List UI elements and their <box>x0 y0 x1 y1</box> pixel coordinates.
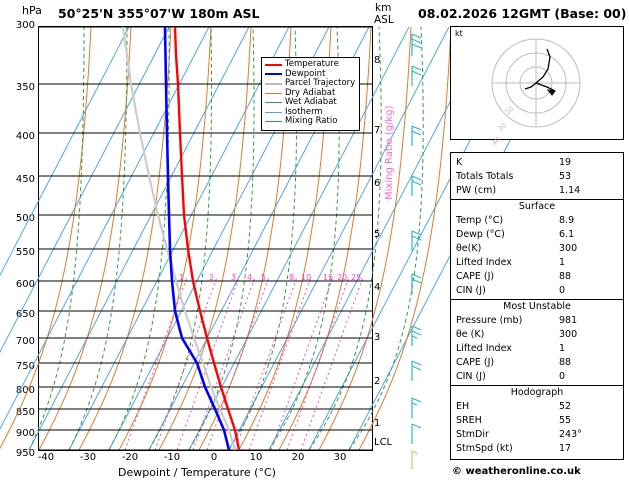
index-key-totals-totals: Totals Totals <box>456 171 514 182</box>
kmtick-6: 6 <box>374 178 381 189</box>
legend-label-dry-adiabat: Dry Adiabat <box>285 87 336 98</box>
svg-text:8: 8 <box>289 273 295 282</box>
ytick-750: 750 <box>15 361 35 372</box>
legend-label-isotherm: Isotherm <box>285 106 323 117</box>
legend-row-mixing-ratio <box>265 117 355 127</box>
svg-text:1: 1 <box>179 273 185 282</box>
x-axis-title: Dewpoint / Temperature (°C) <box>118 466 276 479</box>
svg-text:4: 4 <box>247 273 253 282</box>
ytick-700: 700 <box>15 336 35 347</box>
ytick-550: 550 <box>15 247 35 258</box>
index-key-lifted-index-surface: Lifted Index <box>456 257 512 268</box>
index-key-cape-surface: CAPE (J) <box>456 271 495 282</box>
hodograph-svg <box>451 27 621 148</box>
legend-swatch-isotherm <box>265 112 282 113</box>
svg-text:2: 2 <box>209 273 215 282</box>
index-key-lifted-index-unstable: Lifted Index <box>456 343 512 354</box>
svg-text:30: 30 <box>496 121 509 134</box>
section-title-hodograph: Hodograph <box>510 387 564 398</box>
kmtick-3: 3 <box>374 332 381 343</box>
copyright-credit: © weatheronline.co.uk <box>452 466 581 477</box>
legend-swatch-wet-adiabat <box>265 102 282 103</box>
index-key-theta-e-surface: θe(K) <box>456 243 482 254</box>
legend-swatch-dry-adiabat <box>265 93 282 94</box>
temperature-axis-labels <box>38 452 373 466</box>
wind-barb-column <box>398 26 444 466</box>
index-value-theta-e-unstable: 300 <box>559 329 578 340</box>
index-value-stmspd: 17 <box>559 443 572 454</box>
index-value-stmdir: 243° <box>559 429 582 440</box>
index-value-totals-totals: 53 <box>559 171 572 182</box>
xtick--10: -10 <box>163 452 181 463</box>
index-value-cape-unstable: 88 <box>559 357 572 368</box>
index-value-cape-surface: 88 <box>559 271 572 282</box>
kmtick-1: 1 <box>374 418 381 429</box>
index-key-cin-unstable: CIN (J) <box>456 371 486 382</box>
svg-text:20: 20 <box>503 104 516 117</box>
section-title-most-unstable: Most Unstable <box>503 301 571 312</box>
ytick-500: 500 <box>15 213 35 224</box>
svg-text:3: 3 <box>231 273 237 282</box>
index-value-temp: 8.9 <box>559 215 575 226</box>
km-unit-label: km <box>375 2 392 14</box>
datetime-label: 08.02.2026 12GMT (Base: 00) <box>418 6 627 21</box>
xtick--30: -30 <box>79 452 97 463</box>
index-key-stmdir: StmDir <box>456 429 489 440</box>
section-title-surface: Surface <box>518 201 556 212</box>
xtick-0: 0 <box>210 452 218 463</box>
legend-label-wet-adiabat: Wet Adiabat <box>285 97 337 107</box>
index-value-pressure: 981 <box>559 315 578 326</box>
index-key-dewp: Dewp (°C) <box>456 229 505 240</box>
mixing-ratio-axis-title: Mixing Ratio (g/kg) <box>384 105 395 200</box>
ytick-800: 800 <box>15 385 35 396</box>
svg-text:15: 15 <box>323 273 334 282</box>
index-value-eh: 52 <box>559 401 572 412</box>
legend-swatch-temperature <box>265 64 282 66</box>
ytick-900: 900 <box>15 428 35 439</box>
ytick-650: 650 <box>15 309 35 320</box>
ytick-950: 950 <box>15 448 35 459</box>
xtick-20: 20 <box>291 452 305 463</box>
kmtick-2: 2 <box>374 376 381 387</box>
index-key-stmspd: StmSpd (kt) <box>456 443 513 454</box>
xtick-30: 30 <box>333 452 347 463</box>
divider-surface <box>451 199 623 200</box>
hodograph-panel <box>450 26 624 148</box>
asl-label: ASL <box>374 14 394 26</box>
index-value-lifted-index-unstable: 1 <box>559 343 566 354</box>
altitude-axis-labels <box>374 26 400 451</box>
index-key-k: K <box>456 157 463 168</box>
legend-label-dewpoint: Dewpoint <box>285 68 326 79</box>
divider-hodograph <box>451 385 623 386</box>
kmtick-7: 7 <box>374 125 381 136</box>
kmtick-8: 8 <box>374 55 381 66</box>
kmtick-5: 5 <box>374 229 381 240</box>
divider-most-unstable <box>451 299 623 300</box>
index-key-temp: Temp (°C) <box>456 215 504 226</box>
index-key-cin-surface: CIN (J) <box>456 285 486 296</box>
index-value-theta-e-surface: 300 <box>559 243 578 254</box>
sounding-indices-table <box>450 152 624 460</box>
index-value-k: 19 <box>559 157 572 168</box>
index-key-eh: EH <box>456 401 470 412</box>
index-value-cin-surface: 0 <box>559 285 566 296</box>
index-value-cin-unstable: 0 <box>559 371 566 382</box>
index-value-sreh: 55 <box>559 415 572 426</box>
index-key-pressure: Pressure (mb) <box>456 315 523 326</box>
legend-label-parcel: Parcel Trajectory <box>285 78 356 88</box>
svg-text:5: 5 <box>261 273 267 282</box>
index-key-cape-unstable: CAPE (J) <box>456 357 495 368</box>
ytick-400: 400 <box>15 131 35 142</box>
ytick-350: 350 <box>15 82 35 93</box>
xtick--20: -20 <box>121 452 139 463</box>
index-value-dewp: 6.1 <box>559 229 575 240</box>
ytick-850: 850 <box>15 407 35 418</box>
index-key-sreh: SREH <box>456 415 482 426</box>
legend-swatch-mixing-ratio <box>265 121 282 122</box>
index-value-lifted-index-surface: 1 <box>559 257 566 268</box>
svg-text:40: 40 <box>490 135 503 148</box>
ytick-450: 450 <box>15 174 35 185</box>
kmtick-4: 4 <box>374 282 381 293</box>
pressure-unit-label: hPa <box>22 4 42 17</box>
svg-text:25: 25 <box>351 273 362 282</box>
skewt-plot-area <box>38 26 373 451</box>
station-title: 50°25'N 355°07'W 180m ASL <box>58 6 260 21</box>
chart-legend <box>261 57 360 131</box>
ytick-600: 600 <box>15 279 35 290</box>
legend-swatch-parcel <box>265 83 282 85</box>
svg-text:20: 20 <box>337 273 348 282</box>
legend-swatch-dewpoint <box>265 73 282 75</box>
index-key-theta-e-unstable: θe (K) <box>456 329 485 340</box>
lcl-label: LCL <box>374 437 393 448</box>
legend-label-mixing-ratio: Mixing Ratio <box>285 116 338 126</box>
hodograph-unit-label: kt <box>455 29 463 38</box>
svg-text:10: 10 <box>301 273 312 282</box>
ytick-300: 300 <box>15 20 35 31</box>
legend-label-temperature: Temperature <box>285 59 339 69</box>
index-key-pw: PW (cm) <box>456 185 497 196</box>
index-value-pw: 1.14 <box>559 185 581 196</box>
xtick--40: -40 <box>37 452 55 463</box>
wind-barbs-svg <box>398 26 444 466</box>
xtick-10: 10 <box>249 452 263 463</box>
